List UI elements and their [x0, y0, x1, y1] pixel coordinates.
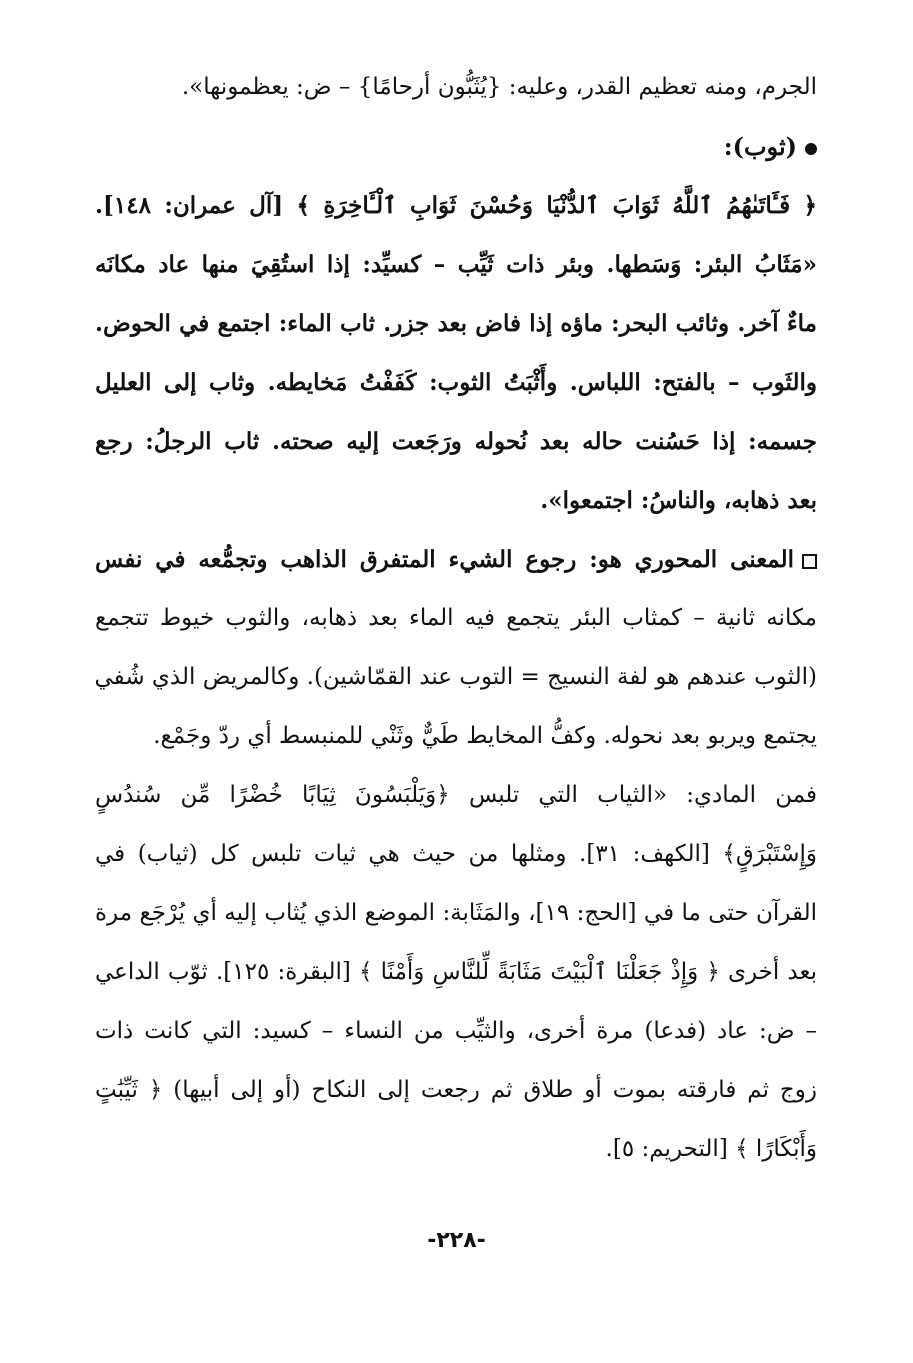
bullet-icon — [805, 143, 817, 155]
material-line: وَإِسْتَبْرَقٍ﴾ [الكهف: ٣١]. ومثلها من حيث هي ثيات تلبس كل (ثياب) في — [95, 841, 817, 867]
intro-line: الجرم، ومنه تعظيم القدر، وعليه: {يُثَبُّون أرحامًا} – ض: يعظمونها». — [181, 74, 817, 100]
dictionary-quote — [95, 235, 817, 530]
page-number: -٢٢٨- — [427, 1228, 486, 1253]
entry-heading: (ثوب): — [723, 132, 797, 161]
material-paragraph — [95, 766, 817, 1179]
core-meaning-paragraph — [95, 530, 817, 766]
material-line: وَأَبْكَارًا ﴾ [التحريم: ٥]. — [605, 1136, 817, 1162]
quote-line: ماءٌ آخر. وثائب البحر: ماؤه إذا فاض بعد جزر. ثاب الماء: اجتمع في الحوض. — [95, 310, 817, 337]
core-meaning-line: مكانه ثانية – كمثاب البئر يتجمع فيه الماء بعد ذهابه، والثوب خيوط تتجمع — [95, 605, 817, 631]
material-line: فمن المادي: «الثياب التي تلبس ﴿وَيَلْبَسُونَ ثِيَابًا خُضْرًا مِّن سُندُسٍ — [95, 782, 817, 808]
material-line: زوج ثم فارقته بموت أو طلاق ثم رجعت إلى النكاح (أو إلى أبيها) ﴿ ثَيِّبَٰتٍ — [95, 1077, 817, 1103]
core-meaning-line: يجتمع ويربو بعد نحوله. وكفُّ المخايط طَيٌّ وثَنْي للمنبسط أي ردّ وجَمْع. — [153, 723, 817, 749]
quote-line: جسمه: إذا حَسُنت حاله بعد نُحوله ورَجَعت إليه صحته. ثاب الرجلُ: رجع — [95, 428, 817, 455]
square-box-icon — [802, 554, 817, 569]
material-line: القرآن حتى ما في [الحج: ١٩]، والمَثَابة: الموضع الذي يُثاب إليه أي يُرْجَع مرة — [95, 900, 817, 926]
entry-heading-row — [95, 117, 817, 176]
quote-line: «مَثَابُ البئر: وَسَطها. وبئر ذات ثَيِّب – كسيِّد: إذا استُقِيَ منها عاد مكانَه — [95, 251, 817, 278]
core-meaning-line: (الثوب عندهم هو لفة النسيج = التوب عند القمّاشين). وكالمريض الذي شُفي — [95, 664, 817, 690]
page-body — [95, 58, 817, 1179]
core-meaning-line: المعنى المحوري هو: رجوع الشيء المتفرق الذاهب وتجمُّعه في نفس — [95, 546, 794, 573]
verse-line: ﴿ فَـَٔاتَىٰهُمُ ٱللَّهُ ثَوَابَ ٱلدُّنْيَا وَحُسْنَ ثَوَابِ ٱلْـَٔاخِرَةِ ﴾ [آل عمران: ١٤٨]. — [95, 192, 817, 219]
quote-line: والثَوب – بالفتح: اللباس. وأَثْبَتُ الثوب: كَفَفْتُ مَخايطه. وثاب إلى العليل — [95, 369, 817, 396]
core-meaning-first-line — [95, 530, 817, 589]
material-line: – ض: عاد (فدعا) مرة أخرى، والثيِّب من النساء – كسيد: التي كانت ذات — [95, 1018, 817, 1044]
quote-line: بعد ذهابه، والناسُ: اجتمعوا». — [540, 487, 817, 514]
material-line: بعد أخرى ﴿ وَإِذْ جَعَلْنَا ٱلْبَيْتَ مَثَابَةً لِّلنَّاسِ وَأَمْنًا ﴾ [البقرة: ١٢٥]. ثوّب الداعي — [95, 959, 817, 985]
